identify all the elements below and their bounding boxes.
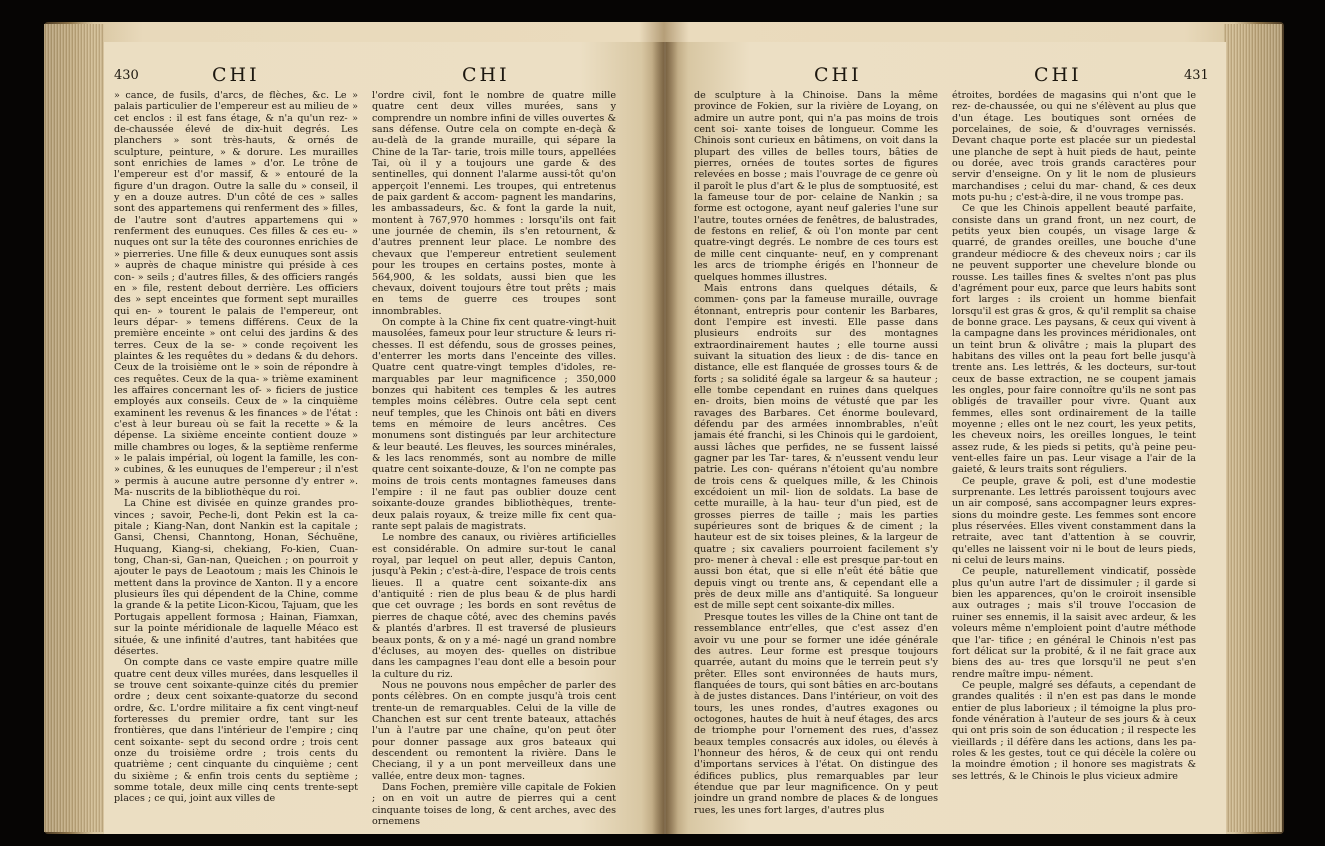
paragraph: de sculpture à la Chinoise. Dans la même province de Fokien, sur la rivière de Loyang, on admire un autre pont, qui n'a pas moins de trois cent soi- xante toises de longueur. Comme les Chinois sont curieux en bâtimens, on voit dans la plupart des villes de belles tours, bâties de pierres, ornées de toutes sortes de figures relevées en bosse ; mais l'ouvrage de ce genre où il paroît le plus d'art & le plus de somptuosité, est la fameuse tour de por- celaine de Nankin ; sa forme est octogone, ayant neuf galeries l'une sur l'autre, toutes ornées de fenêtres, de balustrades, de festons en relief, & où l'on monte par cent quatre-vingt degrés. Le nombre de ces tours est de mille cent cinquante- neuf, en y comprenant les arcs de triomphe érigés en l'honneur de quelques hommes illustres. [694,90,938,283]
right-page-number: 431 [1184,68,1209,83]
paragraph: Nous ne pouvons nous empêcher de parler des ponts célèbres. On en compte jusqu'à trois cent trente-un de remarquables. Celui de la ville de Chanchen est sur cent trente bateaux, attachés l'un à l'autre par une chaîne, qu'on peut ôter pour donner passage aux gros bateaux qui descendent ou remontent la rivière. Dans le Checiang, il y a un pont merveilleux dans une vallée, entre deux mon- tagnes. [372,679,616,782]
paragraph: Ce peuple, malgré ses défauts, a cependant de grandes qualités : il n'en est pas dans le monde entier de plus laborieux ; il témoigne la plus pro- fonde vénération à l'auteur de ses jours & à ceux qui ont pris soin de son éducation ; il respecte les vieillards ; il défère dans les actions, dans les pa- roles & les gestes, tout ce qui décèle la colère ou la moindre émotion ; il honore ses magistrats & ses lettrés, & le Chinois le plus vicieux admire [952,679,1196,782]
paragraph: Le nombre des canaux, ou rivières artificielles est considérable. On admire sur-tout le canal royal, par lequel on peut aller, depuis Canton, jusqu'à Pekin ; c'est-à-dire, l'espace de trois cents lieues. Il a quatre cent soixante-dix ans d'antiquité : rien de plus beau & de plus hardi que cet ouvrage ; les bords en sont revêtus de pierres de chaque côté, avec des chemins pavés & plantés d'arbres. Il est traversé de plusieurs beaux ponts, & on y a mé- nagé un grand nombre d'écluses, au moyen des- quelles on distribue dans les campagnes l'eau dont elle a besoin pour la culture du riz. [372,532,616,680]
paragraph: étroites, bordées de magasins qui n'ont que le rez- de-chaussée, ou qui ne s'élèvent au plus que d'un étage. Les boutiques sont ornées de porcelaines, de soie, & d'ouvrages vernissés. Devant chaque porte est placée sur un piedestal une planche de sept à huit pieds de haut, peinte ou dorée, avec trois grands caractères pour servir d'enseigne. On y lit le nom de plusieurs marchandises ; celui du mar- chand, & ces deux mots pu-hu ; c'est-à-dire, il ne vous trompe pas. [952,90,1196,204]
right-page-header-right: CHI [1034,64,1082,86]
left-page-column-2 [372,90,616,825]
paragraph: La Chine est divisée en quinze grandes pro- vinces ; savoir, Peche-li, dont Pekin est la ca- pitale ; Kiang-Nan, dont Nankin est la capitale ; Gansi, Chensi, Channtong, Honan, Séchuëne, Huquang, Kiang-si, chekiang, Fo-kien, Cuan- tong, Chan-si, Gan-nan, Queichen ; on pourroit y ajouter le pays de Leaotoum ; mais les Chinois le mettent dans la province de Xanton. Il y a encore plusieurs îles qui dépendent de la Chine, comme la grande & la petite Licon-Kicou, Tajuam, que les Portugais appellent formosa ; Hainan, Fiamxan, sur la pointe méridionale de laquelle Méaco est située, & une infinité d'autres, tant habitées que désertes. [114,498,358,657]
right-page-header-left: CHI [814,64,862,86]
paragraph: On compte à la Chine fix cent quatre-vingt-huit mausolées, fameux pour leur structure & leurs ri- chesses. Il est défendu, sous de grosses peines, d'enterrer les morts dans l'enceinte des villes. Quatre cent quatre-vingt temples d'idoles, re- marquables par leur magnificence ; 350,000 bonzes qui habitent ces temples & les autres temples moins célèbres. Outre cela sept cent neuf temples, que les Chinois ont bâti en divers tems en mémoire de leurs ancêtres. Ces monumens sont distingués par leur architecture & leur beauté. Les fleuves, les sources minérales, & les lacs renommés, sont au nombre de mille quatre cent soixante-douze, & l'on ne compte pas moins de trois cents montagnes fameuses dans l'empire : il ne faut pas oublier douze cent soixante-douze grandes bibliothèques, trente- deux palais royaux, & treize mille fix cent qua- rante sept palais de magistrats. [372,316,616,533]
paragraph: Ce que les Chinois appellent beauté parfaite, consiste dans un grand front, un nez court, de petits yeux bien coupés, un visage large & quarré, de grandes oreilles, une bouche d'une grandeur médiocre & des cheveux noirs ; car ils ne peuvent supporter une chevelure blonde ou rousse. Les tailles fines & sveltes n'ont pas plus d'agrément pour eux, parce que leurs habits sont fort larges : ils croient un homme bienfait lorsqu'il est gras & gros, & qu'il remplit sa chaise de bonne grace. Les paysans, & ceux qui vivent à la campagne dans les provinces méridionales, ont un teint brun & olivâtre ; mais la plupart des habitans des villes ont la peau fort belle jusqu'à trente ans. Les lettrés, & les docteurs, sur-tout ceux de basse extraction, ne se coupent jamais les ongles, pour faire connoître qu'ils ne sont pas obligés de travailler pour vivre. Quant aux femmes, elles sont ordinairement de la taille moyenne ; elles ont le nez court, les yeux petits, les cheveux noirs, les oreilles longues, le teint assez rude, & les pieds si petits, qu'à peine peu- vent-elles faire un pas. Leur visage a l'air de la gaieté, & leurs traits sont réguliers. [952,203,1196,476]
paragraph: l'ordre civil, font le nombre de quatre mille quatre cent deux villes murées, sans y comprendre un nombre infini de villes ouvertes & sans défense. Outre cela on compte en-deçà & au-delà de la grande muraille, qui sépare la Chine de la Tar- tarie, trois mille tours, appellées Tai, où il y a toujours une garde & des sentinelles, qui donnent l'alarme aussi-tôt qu'on apperçoit l'ennemi. Les troupes, qui entretenus de paix gardent & accom- pagnent les mandarins, les ambassadeurs, &c. & font la garde la nuit, montent à 767,970 hommes : lorsqu'ils ont fait une journée de chemin, ils s'en retournent, & d'autres prennent leur place. Le nombre des chevaux que l'empereur entretient seulement pour les troupes en certains postes, monte à 564,900, & les soldats, aussi bien que les chevaux, doivent toujours être tout prêts ; mais en tems de guerre ces troupes sont innombrables. [372,90,616,317]
left-fore-edge [44,24,104,832]
left-page-header-left: CHI [212,64,260,86]
paragraph: Dans Fochen, première ville capitale de Fokien ; on en voit un autre de pierres qui a cent cinquante toises de long, & cent arches, avec des ornemens [372,781,616,825]
paragraph: Mais entrons dans quelques détails, & commen- çons par la fameuse muraille, ouvrage étonnant, entrepris pour contenir les Barbares, dont l'empire est investi. Elle passe dans plusieurs endroits sur des montagnes extraordinairement hautes ; elle tourne aussi suivant la situation des lieux : de dis- tance en distance, elle est flanquée de grosses tours & de forts ; sa solidité égale sa largeur & sa hauteur ; elle tombe cependant en ruines dans quelques en- droits, bien moins de vétusté que par les ravages des Barbares. Cet énorme boulevard, défendu par des armées innombrables, n'eût jamais été franchi, si les Chinois qui le gardoient, aussi lâches que perfides, ne se fussent laissé gagner par les Tar- tares, & n'eussent vendu leur patrie. Les con- quérans n'étoient qu'au nombre de trois cens & quelques mille, & les Chinois excédoient un mil- lion de soldats. La base de cette muraille, à la hau- teur d'un pied, est de grosses pierres de taille ; mais les parties supérieures sont de briques & de ciment ; la hauteur est de six toises pleines, & la largeur de quatre ; six cavaliers pourroient facilement s'y pro- mener à cheval : elle est presque par-tout en aussi bon état, que si elle n'eût été bâtie que depuis vingt ou trente ans, & cependant elle a près de deux mille ans d'antiquité. Sa longueur est de mille sept cent soixante-dix milles. [694,282,938,612]
paragraph: Ce peuple, naturellement vindicatif, possède plus qu'un autre l'art de dissimuler ; il garde si bien les apparences, qu'on le croiroit insensible aux outrages ; mais s'il trouve l'occasion de ruiner ses ennemis, il la saisit avec ardeur, & les voleurs même n'emploient point d'autre méthode que l'ar- tifice ; en général le Chinois n'est pas fort délicat sur la probité, & il ne fait grace aux biens des au- tres que lorsqu'il ne peut s'en rendre maître impu- nément. [952,566,1196,680]
paragraph: » cance, de fusils, d'arcs, de flèches, &c. Le » palais particulier de l'empereur est au milieu de » cet enclos : il est fans étage, & n'a qu'un rez- » de-chaussée élevé de dix-huit degrés. Les planchers » sont très-hauts, & ornés de sculpture, peinture, » & dorure. Les murailles sont enrichies de lames » d'or. Le trône de l'empereur est d'or massif, & » entouré de la figure d'un dragon. Outre la salle du » conseil, il y en a douze autres. D'un côté de ces » salles sont des appartemens qui renferment des » filles, de l'autre sont d'autres appartemens qui » renferment des eunuques. Ces filles & ces eu- » nuques ont sur la tête des couronnes enrichies de » pierreries. Une fille & deux eunuques sont assis » auprès de chaque ministre qui préside à ces con- » seils ; d'autres filles, & des officiers rangés en » file, restent debout derrière. Les officiers des » sept enceintes que forment sept murailles qui en- » tourent le palais de l'empereur, ont leurs dépar- » temens différens. Ceux de la première enceinte » ont celui des jardins & des terres. Ceux de la se- » conde reçoivent les plaintes & les requêtes du » dedans & du dehors. Ceux de la troisième ont le » soin de répondre à ces requêtes. Ceux de la qua- » trième examinent les affaires concernant les of- » ficiers de justice employés aux conseils. Ceux de » la cinquième examinent les revenus & les finances » de l'état : c'est à leur bureau où se fait la recette » & la dépense. La sixième enceinte contient douze » mille chambres ou loges, & la septième renferme » le palais impérial, où logent la famille, les con- » cubines, & les eunuques de l'empereur ; il n'est » permis à aucune autre personne d'y entrer ». Ma- nuscrits de la bibliothèque du roi. [114,90,358,499]
right-page-column-1 [694,90,938,825]
left-page [104,42,664,834]
right-page [666,42,1226,834]
paragraph: Ce peuple, grave & poli, est d'une modestie surprenante. Les lettrés paroissent toujours avec un air composé, sans accompagner leurs expres- sions du moindre geste. Les femmes sont encore plus réservées. Elles vivent constamment dans la retraite, avec tant d'attention à se couvrir, qu'elles ne laissent voir ni le bout de leurs pieds, ni celui de leurs mains. [952,475,1196,567]
right-page-column-2 [952,90,1196,825]
left-page-header-right: CHI [462,64,510,86]
left-page-number: 430 [114,68,139,83]
book-gutter [652,42,678,834]
right-fore-edge [1224,24,1282,832]
paragraph: On compte dans ce vaste empire quatre mille quatre cent deux villes murées, dans lesquelles il se trouve cent soixante-quinze cités du premier ordre ; deux cent soixante-quatorze du second ordre, &c. L'ordre militaire a fix cent vingt-neuf forteresses du premier ordre, tant sur les frontières, que dans l'intérieur de l'empire ; cinq cent soixante- sept du second ordre ; trois cent onze du troisième ordre ; trois cents du quatrième ; cent cinquante du cinquième ; cent du sixième ; & enfin trois cents du septième ; somme totale, deux mille cinq cents trente-sept places ; ce qui, joint aux villes de [114,657,358,805]
paragraph: Presque toutes les villes de la Chine ont tant de ressemblance entr'elles, que c'est assez d'en avoir vu une pour se former une idée générale des autres. Leur forme est presque toujours quarrée, autant du moins que le terrein peut s'y prêter. Elles sont environnées de hauts murs, flanquées de tours, qui sont bâties en arc-boutans à de justes distances. Dans l'intérieur, on voit des tours, les unes rondes, d'autres exagones ou octogones, hautes de huit à neuf étages, des arcs de triomphe pour l'ornement des rues, d'assez beaux temples consacrés aux idoles, ou élevés à l'honneur des héros, & de ceux qui ont rendu d'importans services à l'état. On distingue des édifices publics, plus remarquables par leur étendue que par leur magnificence. On y peut joindre un grand nombre de places & de longues rues, les unes fort larges, d'autres plus [694,611,938,816]
left-page-column-1 [114,90,358,825]
